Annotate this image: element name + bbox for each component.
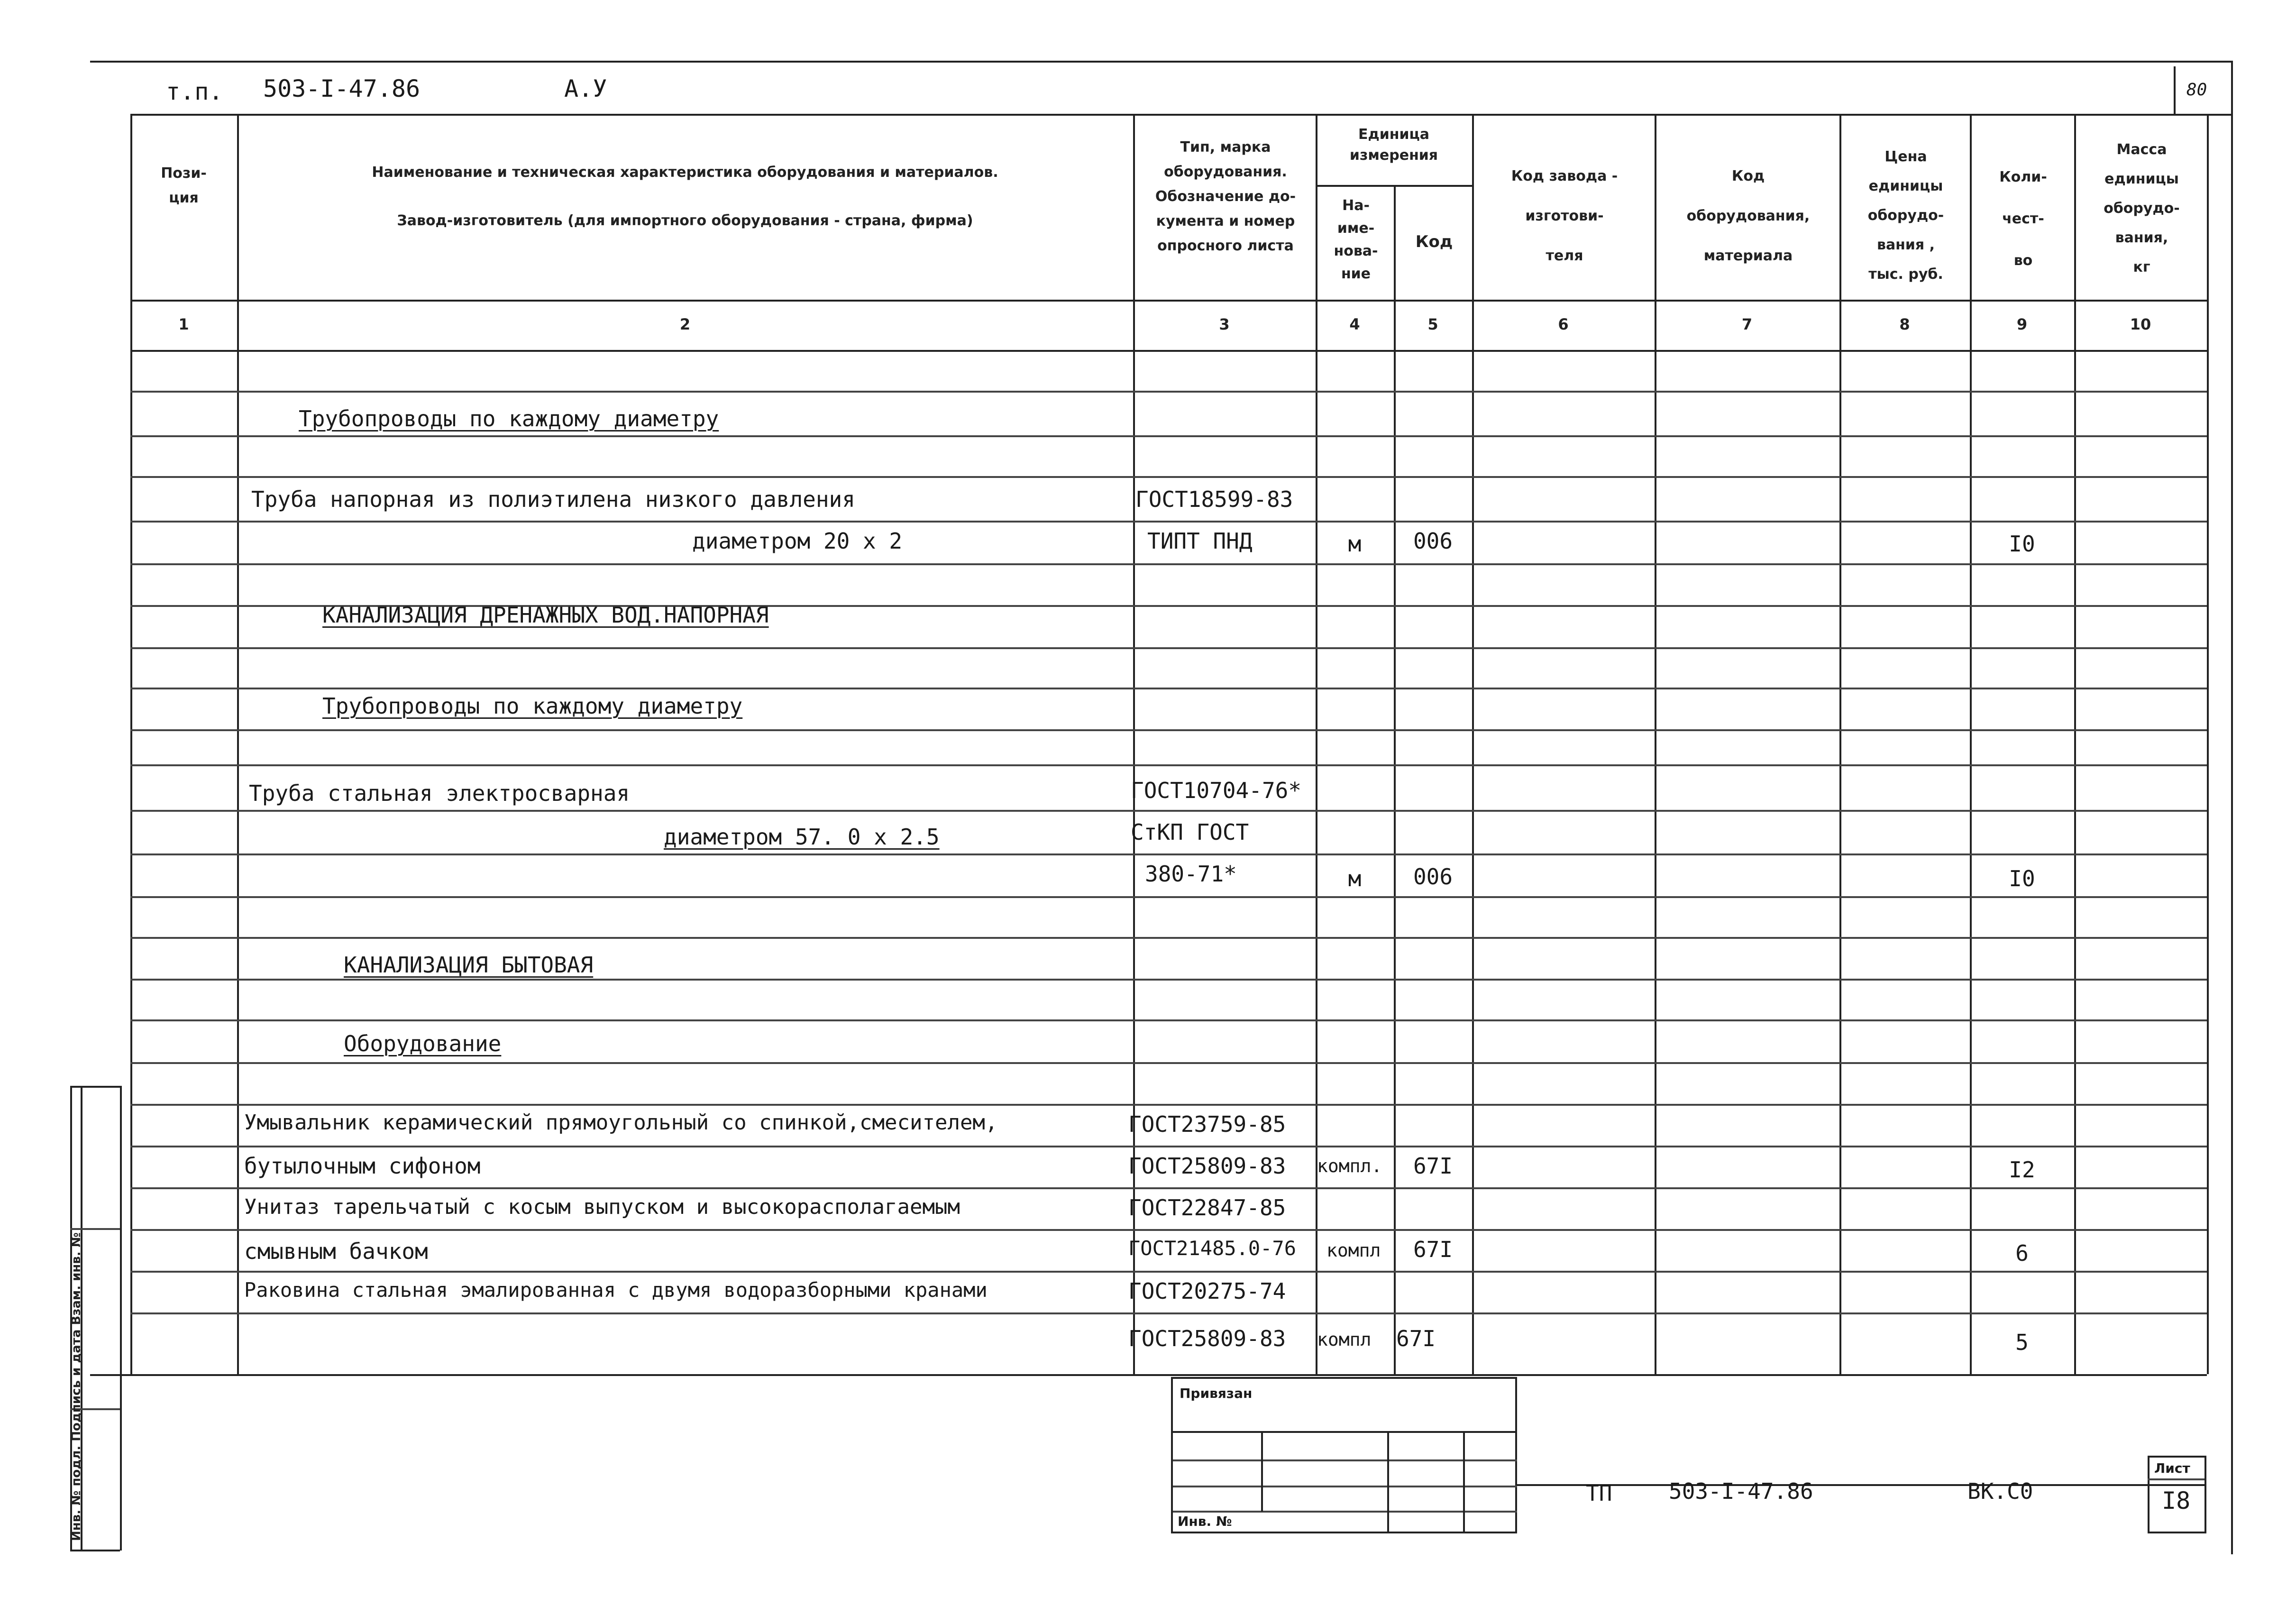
row-15-code: 67I (1396, 1326, 1436, 1351)
colnum-1: 1 (178, 315, 189, 333)
sheet-label: Лист (2154, 1460, 2190, 1476)
row-15-qty: 5 (2015, 1330, 2029, 1355)
row-line (130, 937, 2207, 939)
sheet-box-mid (2148, 1478, 2205, 1480)
row-line (130, 853, 2207, 855)
row-14-name: Раковина стальная эмалированная с двумя водоразборными кранами (244, 1278, 988, 1302)
row-10-name: Умывальник керамический прямоугольный со спинкой,смесителем, (244, 1110, 998, 1135)
row-1-type: ГОСТ18599-83 (1135, 486, 1293, 512)
header-quantity: Коли- чест- во (1999, 169, 2047, 269)
row-line (130, 1271, 2207, 1273)
row-line (130, 764, 2207, 766)
unit-group-line (1316, 185, 1472, 187)
side-strip-bottom (70, 1550, 120, 1551)
stamp-mark: ВК.С0 (1967, 1478, 2033, 1504)
row-7-unit: м (1348, 866, 1362, 891)
col-line-1 (237, 114, 239, 1374)
colnum-4: 4 (1349, 315, 1360, 333)
col-line-3 (1316, 114, 1317, 1374)
row-9-name: Оборудование (344, 1031, 502, 1056)
sheet-box-right (2205, 1456, 2206, 1532)
row-14-type: ГОСТ20275-74 (1128, 1278, 1286, 1304)
header-unit-name: На- име- нова- ние (1334, 197, 1378, 282)
row-line (130, 1062, 2207, 1064)
side-strip-label: Инв. № подл. Подпись и дата Взам. инв. № (69, 1232, 83, 1541)
doc-code: 503-I-47.86 (263, 75, 421, 102)
row-7-qty: I0 (2009, 866, 2035, 891)
row-13-type: ГОСТ21485.0-76 (1128, 1237, 1297, 1260)
row-10-type: ГОСТ23759-85 (1128, 1111, 1286, 1137)
row-line (130, 476, 2207, 478)
header-type: Тип, марка оборудования. Обозначение до- кумента и номер опросного листа (1155, 139, 1296, 254)
row-12-name: Унитаз тарельчатый с косым выпуском и высокорасполагаемым (244, 1195, 960, 1219)
sheet-box-bottom (2148, 1532, 2206, 1533)
stamp-line (1173, 1431, 1517, 1433)
row-13-qty: 6 (2015, 1240, 2029, 1266)
row-13-unit: компл (1326, 1240, 1381, 1261)
right-border-line (2231, 61, 2233, 1554)
side-strip-sep (70, 1228, 120, 1230)
side-strip-top (70, 1086, 120, 1088)
row-13-code: 67I (1413, 1237, 1453, 1262)
colnum-5: 5 (1427, 315, 1438, 333)
colnum-6: 6 (1558, 315, 1569, 333)
header-mass: Масса единицы оборудо- вания, кг (2104, 141, 2180, 275)
privyazan-stamp (1171, 1377, 1517, 1533)
row-line (130, 1019, 2207, 1021)
row-11-type: ГОСТ25809-83 (1128, 1153, 1286, 1179)
row-11-unit: компл. (1317, 1156, 1382, 1176)
row-line (130, 1229, 2207, 1231)
header-unit-code: Код (1415, 232, 1453, 251)
row-2-type: ТИПТ ПНД (1147, 528, 1253, 554)
row-2-name: диаметром 20 х 2 (692, 528, 903, 554)
colnum-3: 3 (1219, 315, 1230, 333)
col-line-6 (1655, 114, 1656, 1374)
col-line-10 (2207, 114, 2209, 1374)
row-line (130, 391, 2207, 393)
stamp-col (1463, 1431, 1465, 1533)
row-7-type: 380-71* (1145, 861, 1237, 887)
row-line (130, 1312, 2207, 1314)
row-line (130, 1146, 2207, 1147)
header-factory-code: Код завода - изготови- теля (1511, 168, 1618, 264)
col-line-left (130, 114, 132, 1374)
header-name-line1: Наименование и техническая характеристика оборудования и материалов. (372, 164, 998, 181)
row-5-type: ГОСТ10704-76* (1131, 778, 1302, 803)
privyazan-label: Привязан (1180, 1385, 1253, 1401)
colnum-8: 8 (1899, 315, 1910, 333)
row-7-code: 006 (1413, 864, 1453, 890)
header-position: Пози- ция (161, 165, 207, 206)
stamp-line (1173, 1459, 1517, 1461)
col-line-7 (1839, 114, 1841, 1374)
inv-no-label: Инв. № (1178, 1514, 1232, 1529)
row-2-qty: I0 (2009, 531, 2035, 557)
row-11-code: 67I (1413, 1153, 1453, 1179)
row-3-name: КАНАЛИЗАЦИЯ ДРЕНАЖНЫХ ВОД.НАПОРНАЯ (322, 602, 769, 628)
top-border-line (90, 61, 2233, 63)
stamp-col (1387, 1431, 1389, 1533)
stamp-tp: ТП (1586, 1480, 1612, 1506)
sheet-box-top (2148, 1456, 2205, 1458)
colnum-7: 7 (1741, 315, 1753, 333)
row-6-name: диаметром 57. 0 х 2.5 (664, 824, 940, 850)
col-line-8 (1970, 114, 1972, 1374)
row-line (130, 688, 2207, 689)
stamp-line (1173, 1486, 1517, 1487)
header-equipment-code: Код оборудования, материала (1686, 168, 1810, 264)
stamp-col (1261, 1431, 1263, 1512)
row-line (130, 1187, 2207, 1189)
row-0-name: Трубопроводы по каждому диаметру (299, 406, 719, 431)
row-line (130, 729, 2207, 731)
row-6-type: СтКП ГОСТ (1131, 819, 1249, 845)
header-bottom-line (130, 300, 2207, 302)
col-line-5 (1472, 114, 1474, 1374)
side-strip-inner (120, 1086, 122, 1551)
row-1-name: Труба напорная из полиэтилена низкого давления (251, 486, 855, 512)
col-line-9 (2074, 114, 2076, 1374)
stamp-code: 503-I-47.86 (1669, 1478, 1813, 1504)
colnum-10: 10 (2130, 315, 2151, 333)
header-name-line2: Завод-изготовитель (для импортного оборудования - страна, фирма) (397, 212, 973, 229)
table-bottom-line (90, 1374, 2207, 1376)
row-line (130, 810, 2207, 812)
row-line (130, 979, 2207, 981)
row-15-type: ГОСТ25809-83 (1128, 1326, 1286, 1351)
row-11-name: бутылочным сифоном (244, 1153, 481, 1179)
row-line (130, 647, 2207, 649)
header-top-line (130, 114, 2233, 116)
row-12-type: ГОСТ22847-85 (1128, 1195, 1286, 1220)
colnum-bottom-line (130, 350, 2207, 352)
stamp-base-line (1517, 1484, 2205, 1486)
row-8-name: КАНАЛИЗАЦИЯ БЫТОВАЯ (344, 952, 594, 978)
row-2-code: 006 (1413, 528, 1453, 554)
album-code: А.У (564, 75, 607, 102)
row-11-qty: I2 (2009, 1157, 2035, 1183)
row-4-name: Трубопроводы по каждому диаметру (322, 693, 743, 719)
row-line (130, 435, 2207, 437)
stamp-line (1173, 1511, 1517, 1513)
sheet-number: I8 (2162, 1487, 2191, 1514)
col-line-4 (1394, 185, 1396, 1374)
row-15-unit: компл (1317, 1329, 1372, 1350)
row-5-name: Труба стальная электросварная (249, 780, 630, 806)
colnum-9: 9 (2016, 315, 2028, 333)
row-line (130, 1104, 2207, 1106)
header-unit-group: Единица измерения (1349, 126, 1438, 164)
col-line-2 (1133, 114, 1135, 1374)
header-price: Цена единицы оборудо- вания , тыс. руб. (1867, 148, 1944, 283)
row-line (130, 521, 2207, 523)
doc-prefix: т.п. (166, 78, 223, 105)
corner-number: 80 (2186, 80, 2207, 100)
colnum-2: 2 (679, 315, 691, 333)
row-2-unit: м (1348, 531, 1362, 557)
sheet-box-left (2148, 1456, 2150, 1532)
row-line (130, 896, 2207, 898)
row-13-name: смывным бачком (244, 1239, 428, 1264)
corner-box-left (2174, 66, 2176, 114)
row-line (130, 563, 2207, 565)
